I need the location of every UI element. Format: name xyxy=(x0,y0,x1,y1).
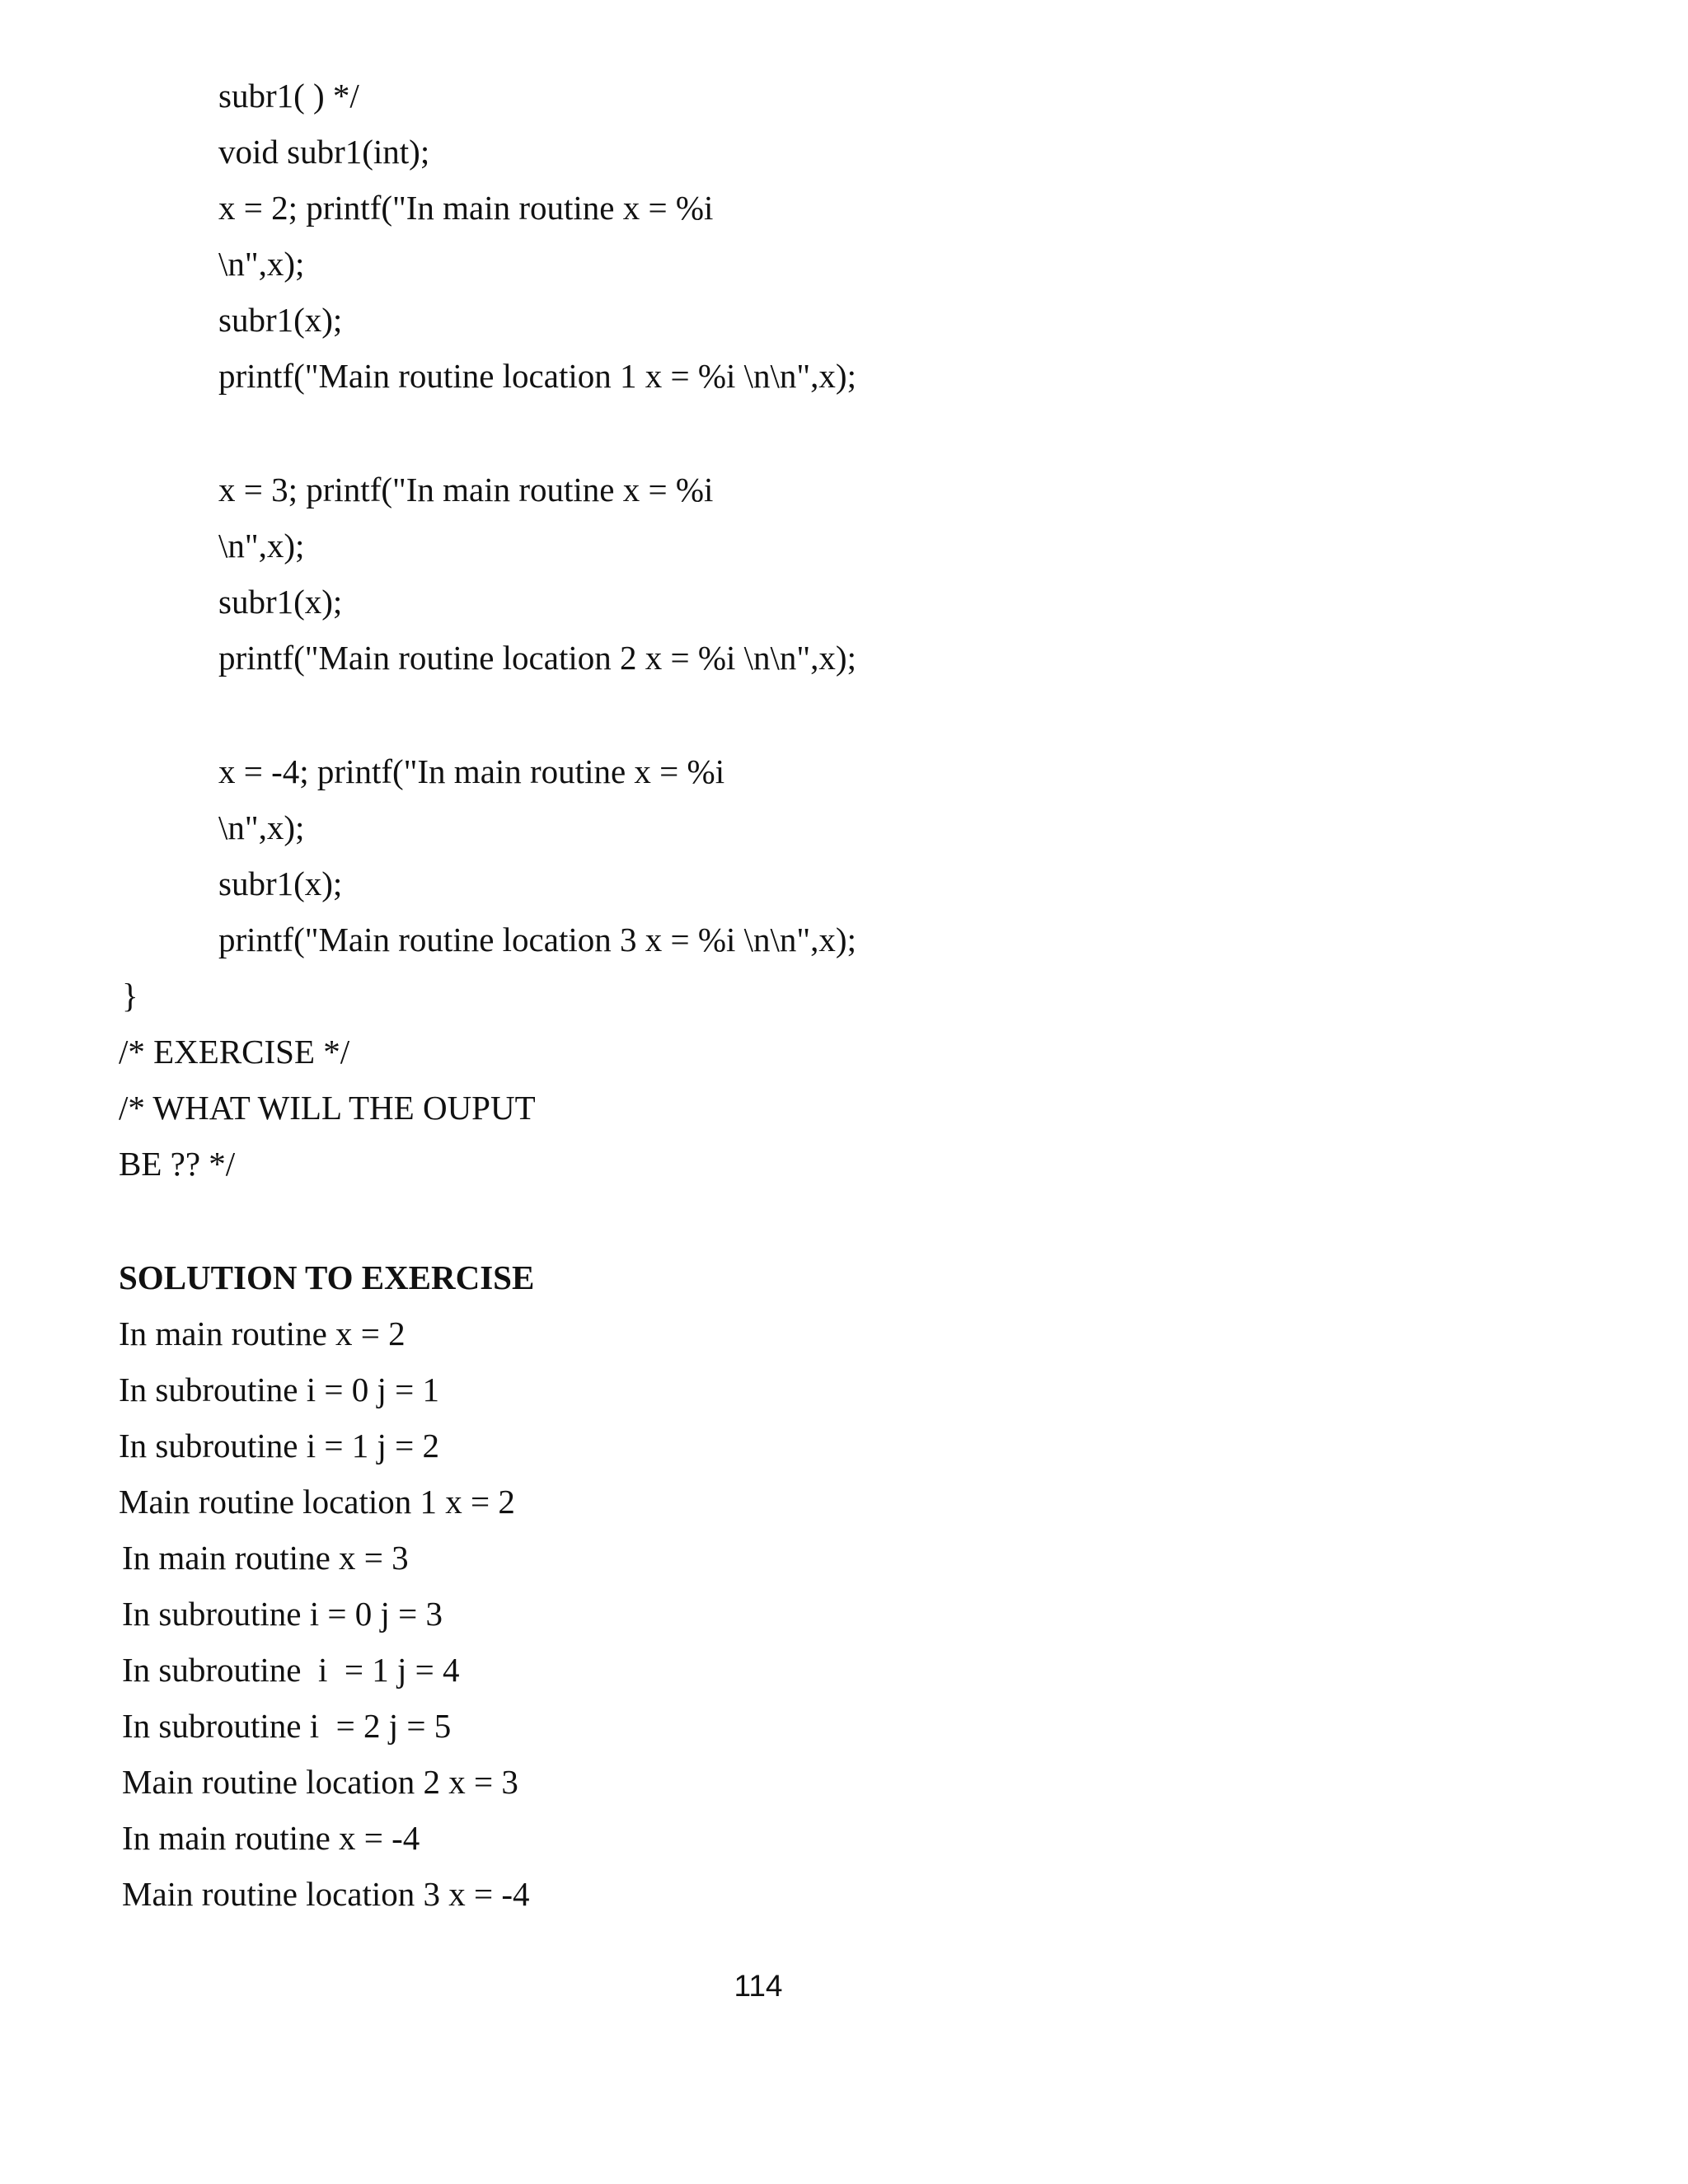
code-line: void subr1(int); xyxy=(218,133,430,171)
output-line: In subroutine i = 1 j = 2 xyxy=(119,1427,440,1465)
code-line: \n",x); xyxy=(218,527,305,565)
code-line: subr1(x); xyxy=(218,583,343,621)
output-line: In subroutine i = 2 j = 5 xyxy=(122,1707,452,1745)
code-line: printf("Main routine location 3 x = %i \n\n",x); xyxy=(218,921,856,958)
code-line: x = -4; printf("In main routine x = %i xyxy=(218,752,725,790)
code-line: x = 2; printf("In main routine x = %i xyxy=(218,189,714,227)
output-line: Main routine location 2 x = 3 xyxy=(122,1763,518,1801)
code-line: \n",x); xyxy=(218,245,305,283)
comment-line: /* EXERCISE */ xyxy=(119,1033,350,1071)
code-line: subr1(x); xyxy=(218,301,343,339)
output-line: In subroutine i = 0 j = 3 xyxy=(122,1595,443,1633)
solution-heading: SOLUTION TO EXERCISE xyxy=(119,1258,535,1296)
code-line: subr1( ) */ xyxy=(218,77,359,115)
code-line: x = 3; printf("In main routine x = %i xyxy=(218,471,714,509)
output-line: Main routine location 1 x = 2 xyxy=(119,1483,515,1521)
output-line: In main routine x = 3 xyxy=(122,1539,409,1577)
comment-line: BE ?? */ xyxy=(119,1145,236,1183)
output-line: In subroutine i = 0 j = 1 xyxy=(119,1371,440,1408)
output-line: Main routine location 3 x = -4 xyxy=(122,1875,530,1913)
page-number: 114 xyxy=(734,1969,783,2003)
code-line: printf("Main routine location 2 x = %i \n\n",x); xyxy=(218,639,856,677)
comment-line: /* WHAT WILL THE OUPUT xyxy=(119,1089,536,1127)
code-line: subr1(x); xyxy=(218,865,343,902)
code-line: printf("Main routine location 1 x = %i \n\n",x); xyxy=(218,357,856,395)
code-line: \n",x); xyxy=(218,808,305,846)
output-line: In main routine x = -4 xyxy=(122,1819,420,1857)
output-line: In subroutine i = 1 j = 4 xyxy=(122,1651,460,1689)
output-line: In main routine x = 2 xyxy=(119,1315,406,1352)
closing-brace: } xyxy=(122,977,138,1015)
